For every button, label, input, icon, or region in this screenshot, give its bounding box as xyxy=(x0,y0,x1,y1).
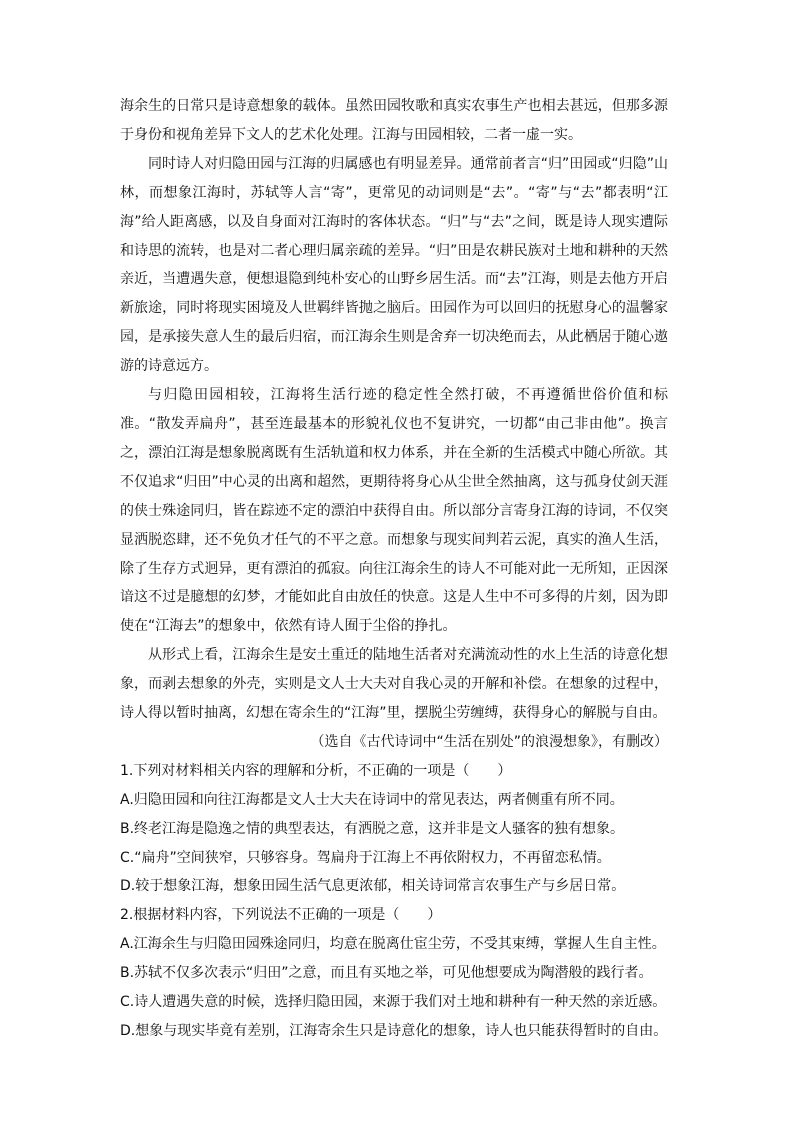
option-b: B.终老江海是隐逸之情的典型表达，有洒脱之意，这并非是文人骚客的独有想象。 xyxy=(120,820,625,837)
question-2 xyxy=(120,901,668,1046)
question-stem: 2.根据材料内容，下列说法不正确的一项是（ ） xyxy=(120,907,442,924)
document-body xyxy=(120,92,668,1046)
option-a: A.江海余生与归隐田园殊途同归，均意在脱离仕宦尘劳，不受其束缚，掌握人生自主性。 xyxy=(120,936,666,953)
option-d: D.想象与现实毕竟有差别，江海寄余生只是诗意化的想象，诗人也只能获得暂时的自由。 xyxy=(120,1023,668,1039)
question-stem: 1.下列对材料相关内容的理解和分析，不正确的一项是（ ） xyxy=(120,762,512,779)
option-c: C.诗人遭遇失意的时候，选择归隐田园，来源于我们对土地和耕种有一种天然的亲近感。 xyxy=(120,994,667,1011)
passage-paragraph-4: 从形式上看，江海余生是安土重迁的陆地生活者对充满流动性的水上生活的诗意化想象，而剥去想象的外壳，实则是文人士大夫对自我心灵的开解和补偿。在想象的过程中，诗人得以暂时抽离，幻想在寄余生的“江海”里，摆脱尘劳缠缚，获得身心的解脱与自由。 xyxy=(120,647,668,722)
option-c: C.“扁舟”空间狭窄，只够容身。驾扁舟于江海上不再依附权力，不再留恋私情。 xyxy=(120,849,611,866)
option-b: B.苏轼不仅多次表示“归田”之意，而且有买地之举，可见他想要成为陶潜般的践行者。 xyxy=(120,965,653,982)
passage-paragraph-2: 同时诗人对归隐田园与江海的归属感也有明显差异。通常前者言“归”田园或“归隐”山林，而想象江海时，苏轼等人言“寄”，更常见的动词则是“去”。“寄”与“去”都表明“江海”给人距离感，以及自身面对江海时的客体状态。“归”与“去”之间，既是诗人现实遭际和诗思的流转，也是对二者心理归属亲疏的差异。“归”田是农耕民族对土地和耕种的天然亲近，当遭遇失意，便想退隐到纯朴安心的山野乡居生活。而“去”江海，则是去他方开启新旅途，同时将现实困境及人世羁绊皆抛之脑后。田园作为可以回归的抚慰身心的温馨家园，是承接失意人生的最后归宿，而江海余生则是舍弃一切决绝而去，从此栖居于随心遨游的诗意远方。 xyxy=(120,155,668,375)
passage-paragraph-3: 与归隐田园相较，江海将生活行迹的稳定性全然打破，不再遵循世俗价值和标准。“散发弄扁舟”，甚至连最基本的形貌礼仪也不复讲究，一切都“由己非由他”。换言之，漂泊江海是想象脱离既有生活轨道和权力体系，并在全新的生活模式中随心所欲。其不仅追求“归田”中心灵的出离和超然，更期待将身心从尘世全然抽离，这与孤身仗剑天涯的侠士殊途同归，皆在踪迹不定的漂泊中获得自由。所以部分言寄身江海的诗词，不仅突显洒脱恣肆，还不免负才任气的不平之意。而想象与现实间判若云泥，真实的渔人生活，除了生存方式迥异，更有漂泊的孤寂。向往江海余生的诗人不可能对此一无所知，正因深谙这不过是臆想的幻梦，才能如此自由放任的快意。这是人生中不可多得的片刻，因为即使在“江海去”的想象中，依然有诗人囿于尘俗的挣扎。 xyxy=(120,387,668,635)
question-1 xyxy=(120,757,668,902)
option-d: D.较于想象江海，想象田园生活气息更浓郁，相关诗词常言农事生产与乡居日常。 xyxy=(120,878,626,895)
passage xyxy=(120,92,668,757)
option-a: A.归隐田园和向往江海都是文人士大夫在诗词中的常见表达，两者侧重有所不同。 xyxy=(120,791,624,808)
passage-source: （选自《古代诗词中“生活在别处”的浪漫想象》，有删改） xyxy=(310,733,668,750)
passage-paragraph-1: 海余生的日常只是诗意想象的载体。虽然田园牧歌和真实农事生产也相去甚远，但那多源于身份和视角差异下文人的艺术化处理。江海与田园相较，二者一虚一实。 xyxy=(120,98,668,143)
